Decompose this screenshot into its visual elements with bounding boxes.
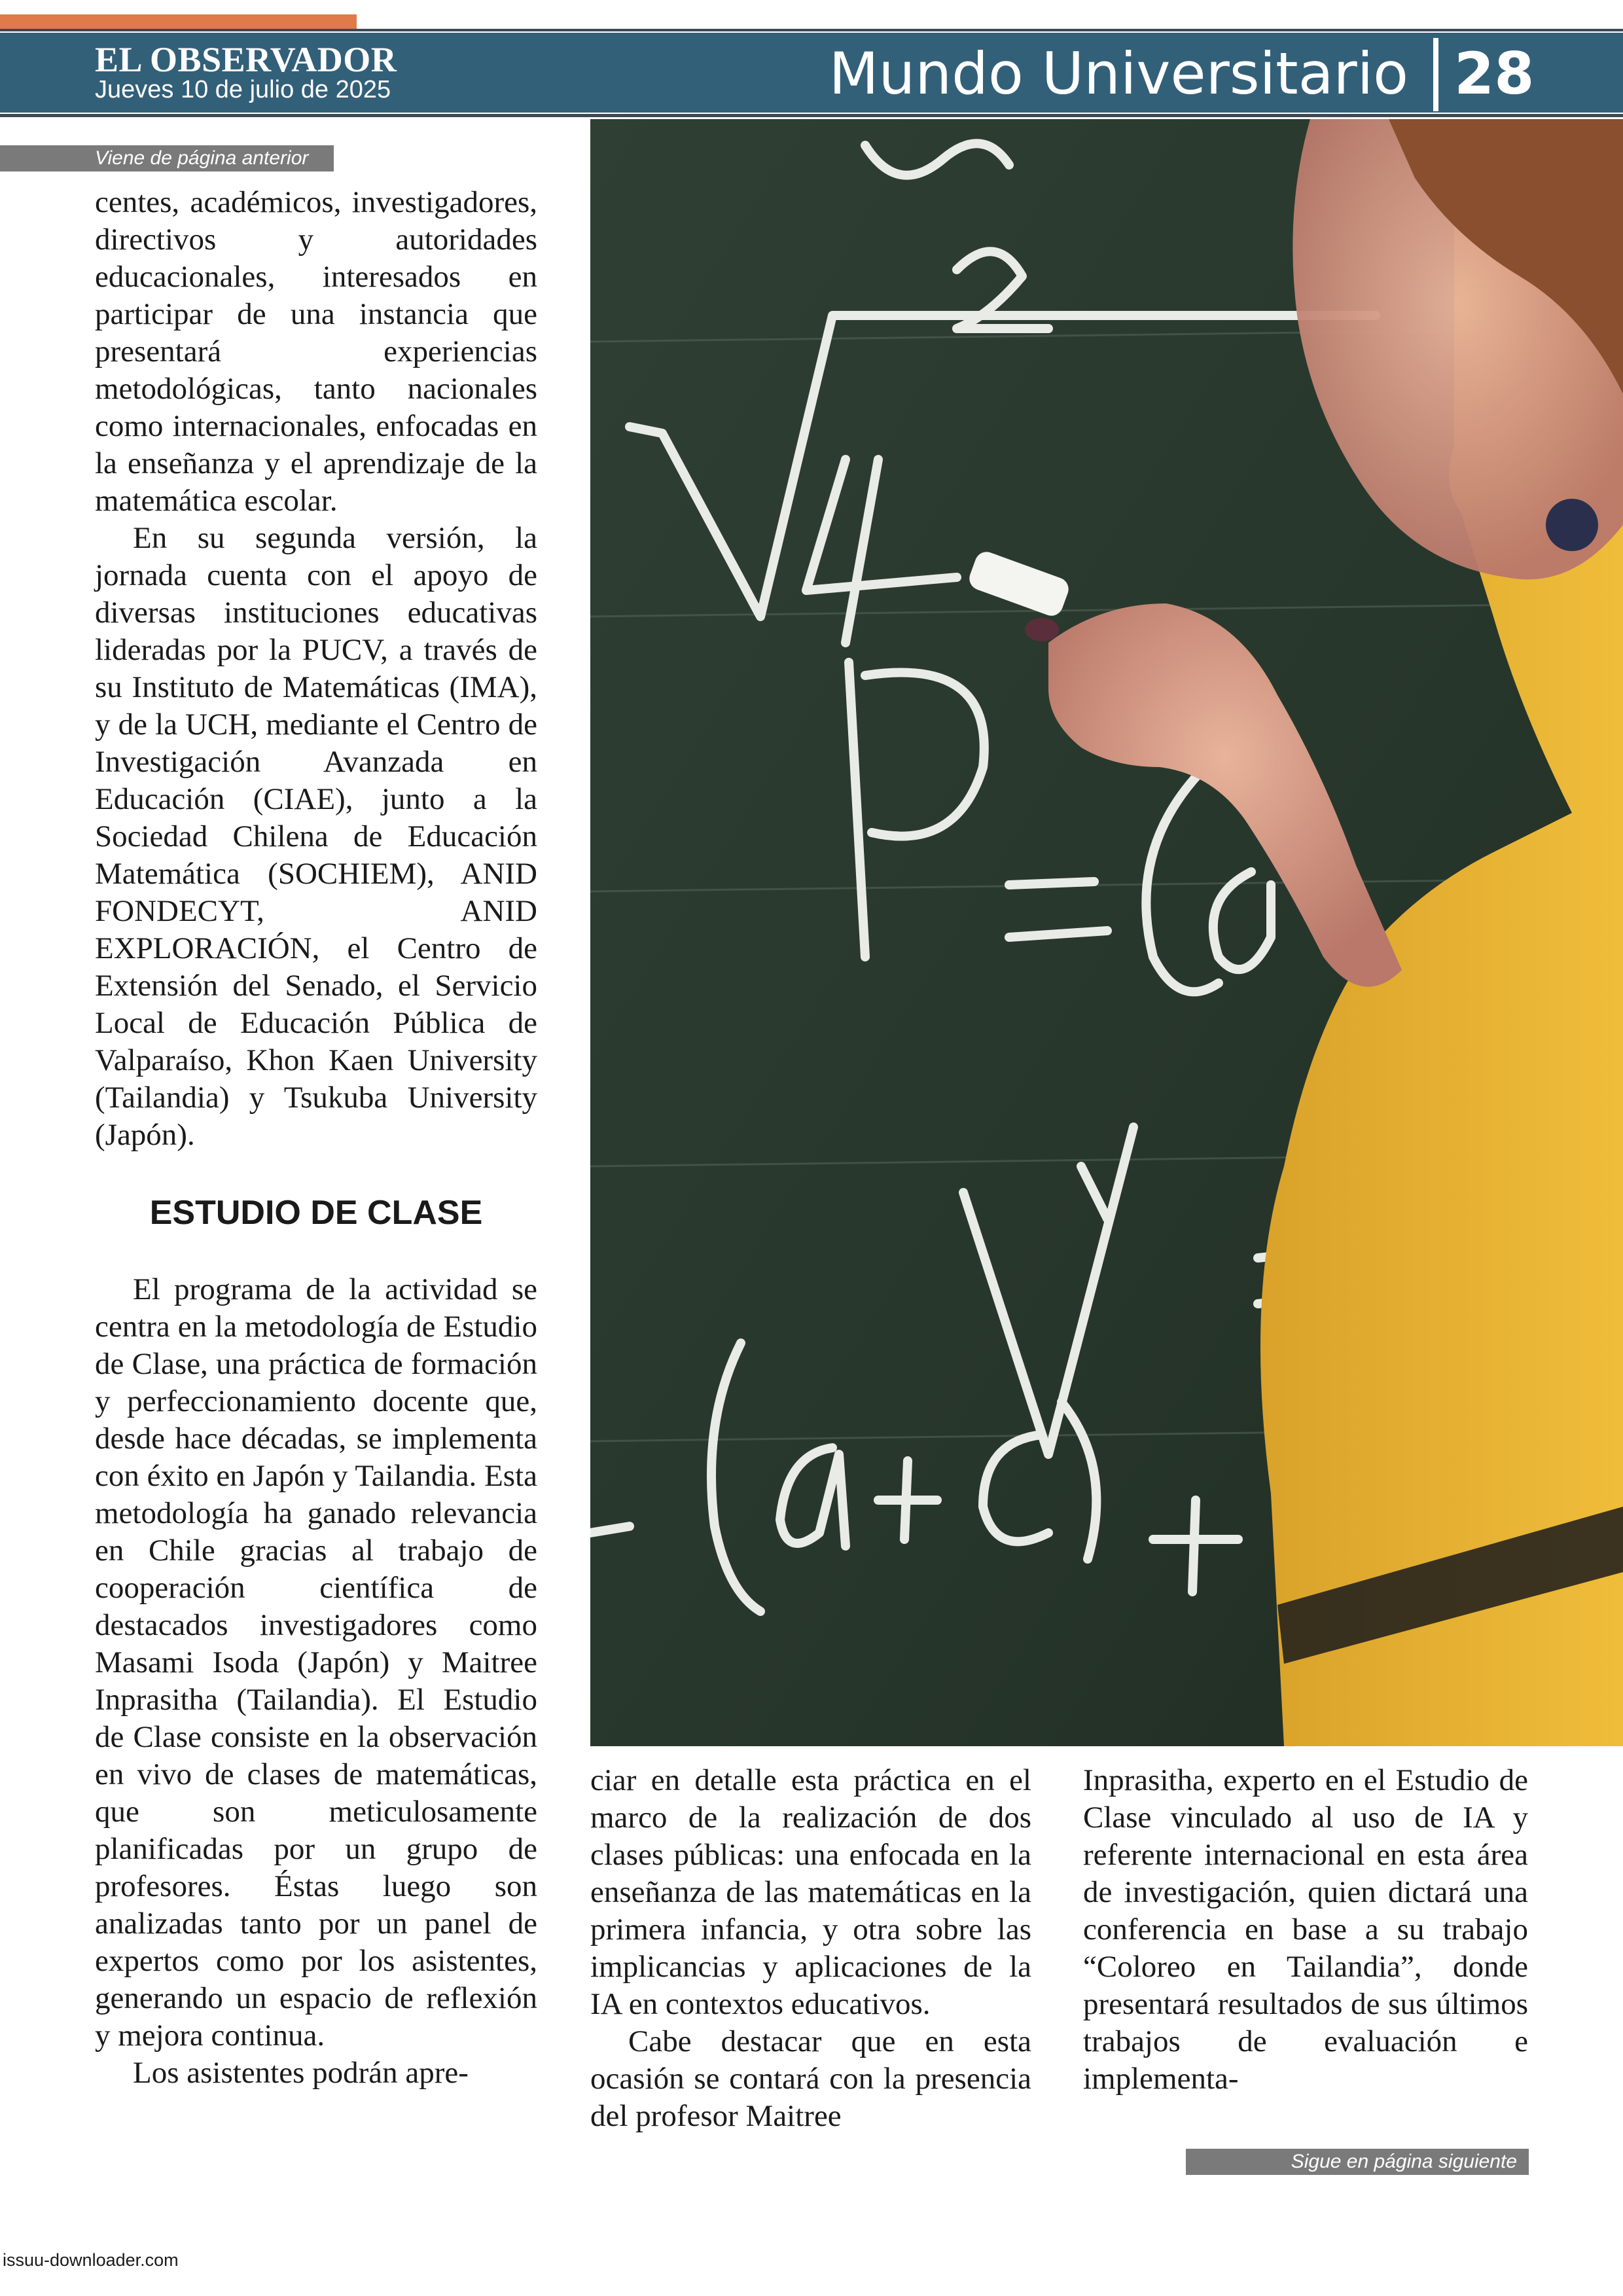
section-title: Mundo Universitario xyxy=(829,40,1408,107)
newspaper-name: EL OBSERVADOR xyxy=(95,40,397,79)
article-paragraph: ciar en detalle esta práctica en el marco de la realización de dos clases públicas: una enfocada en la enseñanza de las matemáticas en la primera infancia, y otra sobre las implicancias y aplicaciones de la IA en contextos educativos. xyxy=(590,1763,1031,2021)
continued-on-label: Sigue en página siguiente xyxy=(1186,2149,1529,2175)
header-rule xyxy=(0,114,1623,117)
article-subheading: ESTUDIO DE CLASE xyxy=(149,1194,483,1232)
article-paragraph: Inprasitha, experto en el Estudio de Clase vinculado al uso de IA y referente internacional en esta área de investigación, quien dictará una conferencia en base a su trabajo “Coloreo en Tailandia”, donde presentará resultados de sus últimos trabajos de evaluación e implementa- xyxy=(1083,1763,1528,2096)
article-column-left-top xyxy=(95,184,537,1154)
continued-from-label: Viene de página anterior xyxy=(0,145,334,171)
chalkboard-photo xyxy=(590,119,1623,1746)
accent-bar xyxy=(0,14,357,29)
issue-date: Jueves 10 de julio de 2025 xyxy=(95,76,391,103)
article-paragraph: Los asistentes podrán apre- xyxy=(133,2056,469,2090)
header-divider xyxy=(1433,38,1438,111)
article-paragraph: Cabe destacar que en esta ocasión se contará con la presencia del profesor Maitree xyxy=(590,2024,1031,2133)
article-column-left-bottom xyxy=(95,1271,537,2092)
page-number: 28 xyxy=(1454,40,1535,107)
article-column-middle xyxy=(590,1762,1031,2135)
article-column-right xyxy=(1083,1762,1528,2098)
source-watermark: issuu-downloader.com xyxy=(3,2250,179,2270)
article-paragraph: centes, académicos, investigadores, directivos y autoridades educacionales, interesados en participar de una instancia que presentará experiencias metodológicas, tanto nacionales como internacionales, enfocadas en la enseñanza y el aprendizaje de la matemática escolar. xyxy=(95,185,537,518)
article-paragraph: En su segunda versión, la jornada cuenta con el apoyo de diversas instituciones educativas lideradas por la PUCV, a través de su Instituto de Matemáticas (IMA), y de la UCH, mediante el Centro de Investigación Avanzada en Educación (CIAE), junto a la Sociedad Chilena de Educación Matemática (SOCHIEM), ANID FONDECYT, ANID EXPLORACIÓN, el Centro de Extensión del Senado, el Servicio Local de Educación Pública de Valparaíso, Khon Kaen University (Tailandia) y Tsukuba University (Japón). xyxy=(95,521,537,1152)
top-rule xyxy=(0,29,1623,31)
article-paragraph: El programa de la actividad se centra en la metodología de Estudio de Clase, una práctica de formación y perfeccionamiento docente que, desde hace décadas, se implementa con éxito en Japón y Tailandia. Esta metodología ha ganado relevancia en Chile gracias al trabajo de cooperación científica de destacados investigadores como Masami Isoda (Japón) y Maitree Inprasitha (Tailandia). El Estudio de Clase consiste en la observación en vivo de clases de matemáticas, que son meticulosamente planificadas por un grupo de profesores. Éstas luego son analizadas tanto por un panel de expertos como por los asistentes, generando un espacio de reflexión y mejora continua. xyxy=(95,1272,537,2053)
